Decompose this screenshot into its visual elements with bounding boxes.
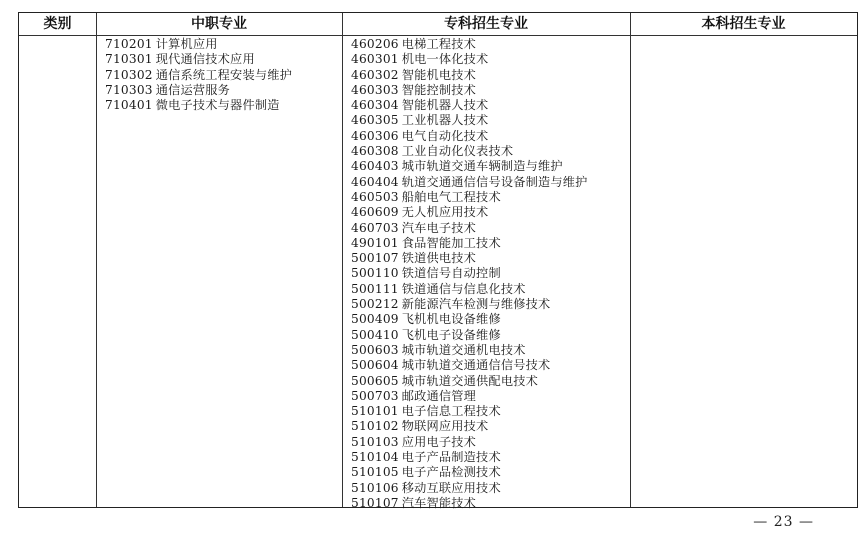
major-item [351, 236, 588, 251]
major-item [351, 98, 588, 113]
major-code: 710301 [105, 52, 153, 67]
major-name: 机电一体化技术 [401, 52, 489, 67]
major-name: 电子产品检测技术 [401, 465, 501, 480]
major-code: 500111 [351, 281, 399, 296]
major-item [351, 129, 588, 144]
major-name: 应用电子技术 [401, 434, 477, 449]
header-secondary-major: 中职专业 [191, 16, 247, 32]
major-code: 710303 [105, 82, 153, 97]
major-code: 500409 [351, 312, 399, 327]
major-item [351, 113, 588, 128]
major-code: 710302 [105, 67, 153, 82]
major-code: 460301 [351, 52, 399, 67]
major-code: 460302 [351, 67, 399, 82]
major-name: 城市轨道交通供配电技术 [401, 373, 538, 388]
major-code: 460609 [351, 205, 399, 220]
major-item [351, 205, 588, 220]
major-name: 飞机电子设备维修 [401, 327, 501, 342]
major-code: 710201 [105, 37, 153, 51]
major-name: 现代通信技术应用 [155, 52, 255, 67]
major-item [351, 404, 588, 419]
column-divider [96, 13, 97, 507]
major-name: 智能机器人技术 [401, 98, 489, 113]
major-item [351, 419, 588, 434]
major-item [351, 435, 588, 450]
major-item [351, 343, 588, 358]
major-code: 500604 [351, 358, 399, 373]
major-code: 510106 [351, 480, 399, 495]
major-name: 移动互联应用技术 [401, 480, 501, 495]
column-divider [630, 13, 631, 507]
majors-table [18, 12, 858, 508]
major-name: 铁道通信与信息化技术 [401, 281, 526, 296]
header-category: 类别 [43, 16, 72, 32]
major-name: 物联网应用技术 [401, 419, 489, 434]
major-name: 智能机电技术 [401, 67, 477, 82]
major-item [351, 159, 588, 174]
major-code: 500212 [351, 297, 399, 312]
major-item [351, 358, 588, 373]
major-code: 510102 [351, 419, 399, 434]
major-name: 城市轨道交通通信信号技术 [401, 358, 551, 373]
major-name: 食品智能加工技术 [401, 235, 501, 250]
major-code: 460703 [351, 220, 399, 235]
major-name: 飞机机电设备维修 [401, 312, 501, 327]
major-name: 新能源汽车检测与维修技术 [401, 297, 551, 312]
major-item [351, 52, 588, 67]
major-name: 铁道信号自动控制 [401, 266, 501, 281]
major-item [351, 389, 588, 404]
major-item [351, 175, 588, 190]
major-name: 通信运营服务 [155, 82, 231, 97]
secondary-major-list [105, 37, 292, 113]
major-code: 500110 [351, 266, 399, 281]
major-code: 500107 [351, 251, 399, 266]
major-code: 510103 [351, 434, 399, 449]
major-code: 500603 [351, 342, 399, 357]
major-name: 无人机应用技术 [401, 205, 489, 220]
major-item [105, 68, 292, 83]
major-code: 490101 [351, 235, 399, 250]
major-code: 460206 [351, 37, 399, 51]
major-item [105, 52, 292, 67]
major-name: 船舶电气工程技术 [401, 189, 501, 204]
major-code: 460306 [351, 128, 399, 143]
major-item [351, 465, 588, 480]
major-code: 710401 [105, 98, 153, 113]
major-item [351, 450, 588, 465]
major-code: 510101 [351, 404, 399, 419]
header-bachelor-major: 本科招生专业 [701, 16, 786, 32]
major-name: 轨道交通通信信号设备制造与维护 [401, 174, 588, 189]
major-code: 510105 [351, 465, 399, 480]
major-name: 通信系统工程安装与维护 [155, 67, 292, 82]
major-item [105, 37, 292, 52]
major-code: 510104 [351, 450, 399, 465]
major-item [351, 496, 588, 511]
major-item [351, 481, 588, 496]
major-item [351, 68, 588, 83]
major-item [105, 98, 292, 113]
major-code: 500605 [351, 373, 399, 388]
major-code: 460404 [351, 174, 399, 189]
major-item [351, 190, 588, 205]
major-name: 邮政通信管理 [401, 388, 477, 403]
major-item [351, 144, 588, 159]
major-item [351, 266, 588, 281]
major-name: 智能控制技术 [401, 82, 477, 97]
major-name: 汽车电子技术 [401, 220, 477, 235]
header-associate-major: 专科招生专业 [444, 16, 528, 32]
column-divider [342, 13, 343, 507]
major-code: 500410 [351, 327, 399, 342]
major-item [351, 297, 588, 312]
major-name: 工业自动化仪表技术 [401, 144, 514, 159]
major-name: 城市轨道交通机电技术 [401, 342, 526, 357]
major-item [351, 328, 588, 343]
major-code: 460503 [351, 189, 399, 204]
major-item [351, 83, 588, 98]
major-item [105, 83, 292, 98]
major-item [351, 282, 588, 297]
major-name: 城市轨道交通车辆制造与维护 [401, 159, 563, 174]
major-name: 工业机器人技术 [401, 113, 489, 128]
page-number: — 23 — [753, 514, 814, 530]
major-name: 汽车智能技术 [401, 495, 477, 510]
major-name: 电气自动化技术 [401, 128, 489, 143]
major-item [351, 312, 588, 327]
major-item [351, 37, 588, 52]
major-code: 500703 [351, 388, 399, 403]
major-item [351, 374, 588, 389]
header-divider [19, 35, 857, 36]
major-code: 460308 [351, 144, 399, 159]
major-name: 电梯工程技术 [401, 37, 477, 51]
major-code: 460403 [351, 159, 399, 174]
major-item [351, 221, 588, 236]
major-item [351, 251, 588, 266]
major-code: 460303 [351, 82, 399, 97]
major-name: 电子产品制造技术 [401, 450, 501, 465]
major-name: 铁道供电技术 [401, 251, 477, 266]
major-code: 460305 [351, 113, 399, 128]
associate-major-list [351, 37, 588, 511]
major-code: 510107 [351, 495, 399, 510]
major-name: 微电子技术与器件制造 [155, 98, 280, 113]
major-name: 计算机应用 [155, 37, 218, 51]
major-code: 460304 [351, 98, 399, 113]
major-name: 电子信息工程技术 [401, 404, 501, 419]
